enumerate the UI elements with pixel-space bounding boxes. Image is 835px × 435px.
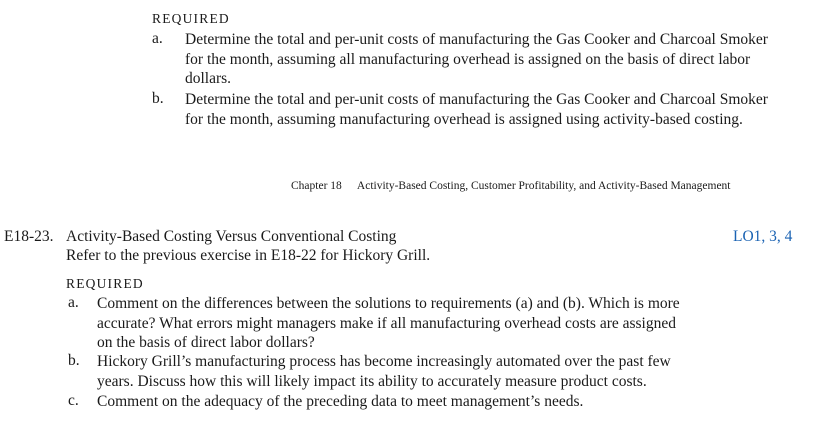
- item-text: [185, 90, 822, 129]
- item-line: years. Discuss how this will likely impact its ability to accurately measure product costs.: [97, 372, 647, 390]
- required-item-a: [152, 30, 822, 89]
- item-marker: b.: [68, 352, 80, 369]
- chapter-title: Activity-Based Costing, Customer Profitability, and Activity-Based Management: [356, 180, 731, 192]
- item-line: on the basis of direct labor dollars?: [97, 334, 315, 351]
- learning-objectives: LO1, 3, 4: [733, 228, 793, 245]
- exercise-title: Activity-Based Costing Versus Conventional Costing: [66, 228, 397, 245]
- item-marker: a.: [68, 294, 79, 311]
- item-line: for the month, assuming all manufacturing overhead is assigned on the basis of direct labor: [185, 50, 751, 68]
- item-line: Determine the total and per-unit costs of manufacturing the Gas Cooker and Charcoal Smoker: [185, 91, 768, 108]
- exercise-item-c: [68, 392, 748, 412]
- item-line: accurate? What errors might managers make if all manufacturing overhead costs are assigned: [97, 314, 676, 332]
- item-marker: a.: [152, 30, 163, 47]
- required-item-b: [152, 90, 822, 129]
- exercise-intro: Refer to the previous exercise in E18-22 for Hickory Grill.: [66, 247, 431, 264]
- item-line: for the month, assuming manufacturing overhead is assigned using activity-based costing.: [185, 110, 743, 128]
- item-marker: b.: [152, 90, 164, 107]
- item-line: dollars.: [185, 70, 232, 87]
- item-marker: c.: [68, 392, 79, 409]
- chapter-number: Chapter 18: [291, 180, 342, 192]
- item-text: [97, 352, 748, 391]
- item-line: Comment on the differences between the solutions to requirements (a) and (b). Which is more: [97, 295, 680, 312]
- item-text: [185, 30, 822, 89]
- required-heading: REQUIRED: [152, 11, 230, 26]
- running-header: [291, 180, 731, 192]
- item-line: Determine the total and per-unit costs of manufacturing the Gas Cooker and Charcoal Smoker: [185, 31, 768, 48]
- item-line: Hickory Grill’s manufacturing process has become increasingly automated over the past few: [97, 353, 671, 370]
- item-text: [97, 392, 748, 412]
- item-line: Comment on the adequacy of the preceding data to meet management’s needs.: [97, 393, 584, 410]
- exercise-number: E18-23.: [4, 228, 54, 245]
- exercise-required-heading: REQUIRED: [66, 276, 144, 291]
- exercise-item-b: [68, 352, 748, 391]
- exercise-item-a: [68, 294, 748, 353]
- item-text: [97, 294, 748, 353]
